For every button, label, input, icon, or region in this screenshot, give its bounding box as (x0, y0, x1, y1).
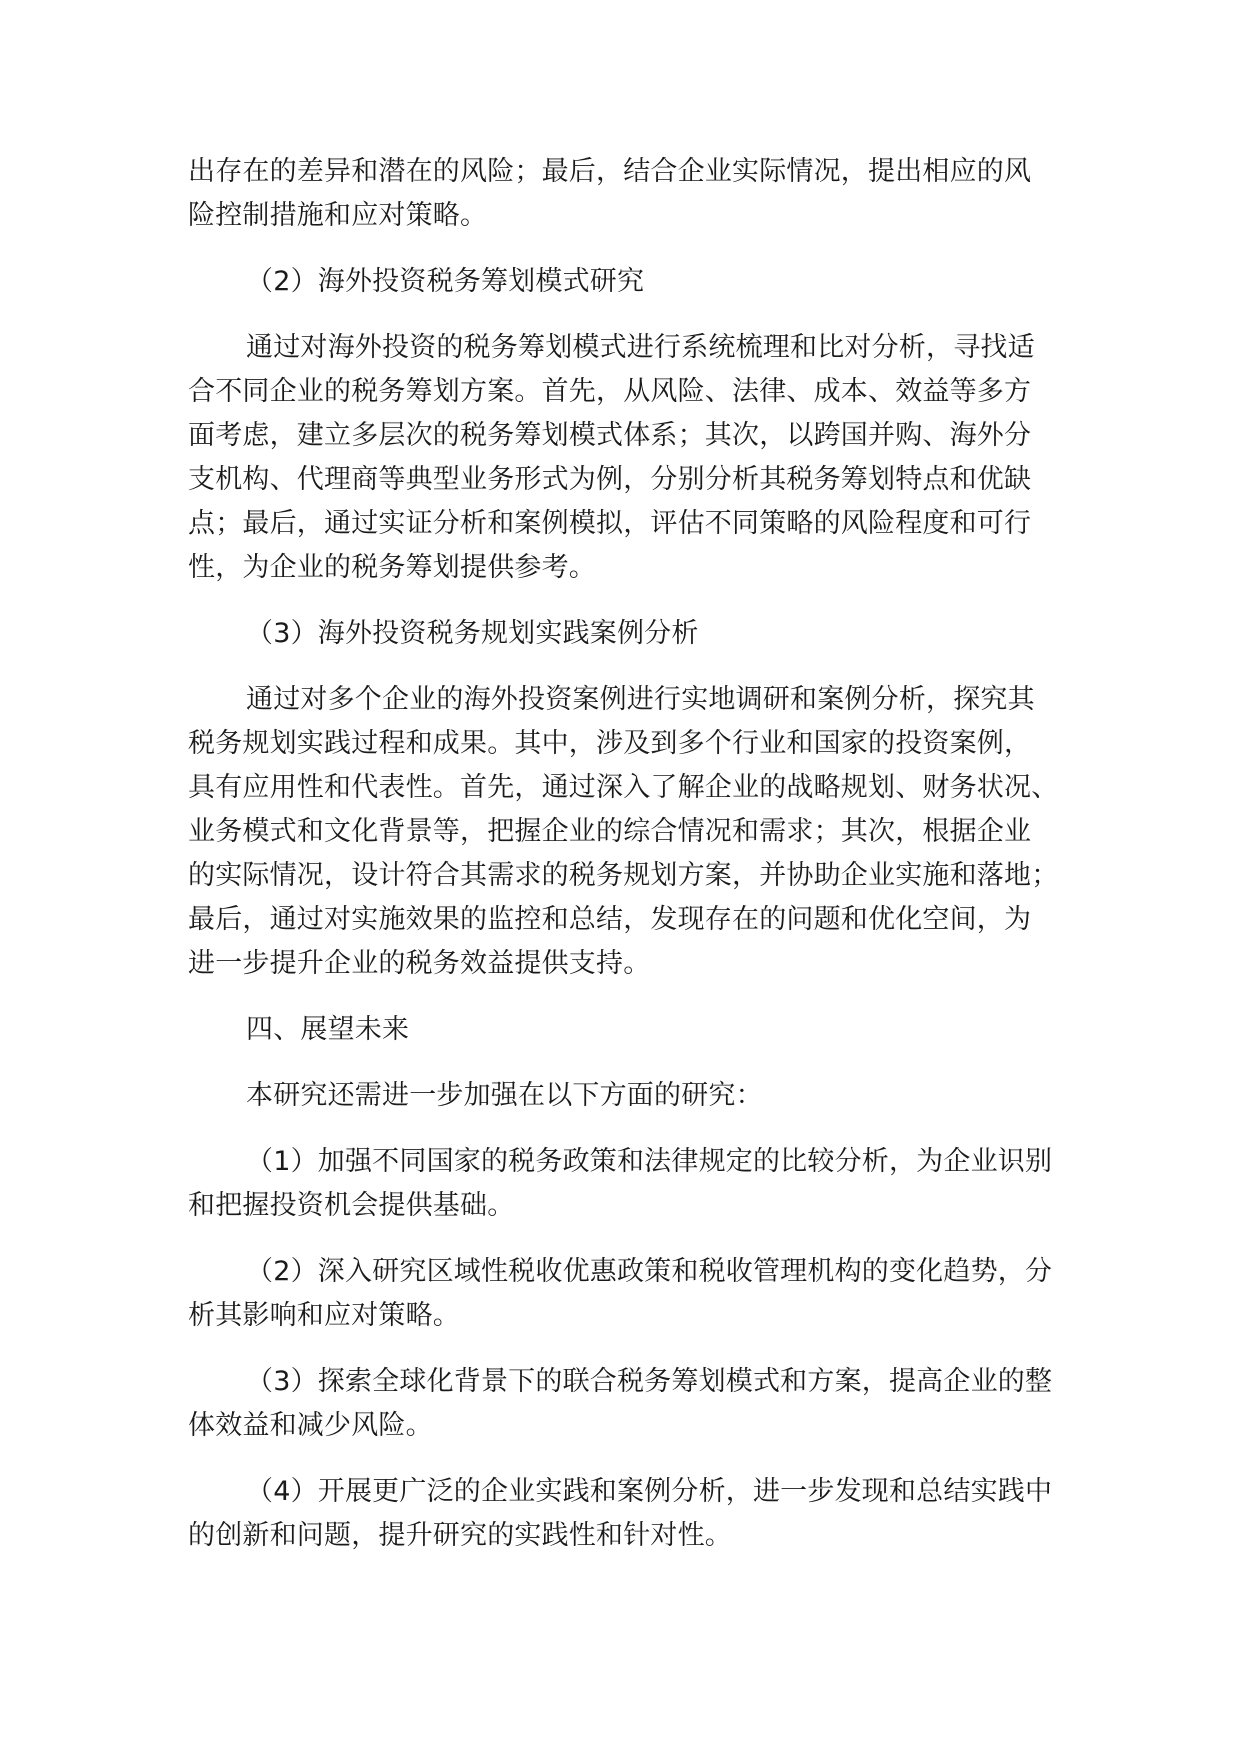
text-line: 通过对海外投资的税务筹划模式进行系统梳理和比对分析，寻找适 (246, 332, 1035, 363)
text-line: 和把握投资机会提供基础。 (188, 1190, 515, 1221)
text-line: 业务模式和文化背景等，把握企业的综合情况和需求；其次，根据企业 (188, 816, 1032, 847)
text-line: 面考虑，建立多层次的税务筹划模式体系；其次，以跨国并购、海外分 (188, 420, 1032, 451)
list-item (188, 1250, 1088, 1338)
paragraph (188, 678, 1088, 986)
text-line: （3）探索全球化背景下的联合税务筹划模式和方案，提高企业的整 (246, 1366, 1053, 1397)
section-heading (188, 612, 1088, 656)
text-line: 的创新和问题，提升研究的实践性和针对性。 (188, 1520, 732, 1551)
text-line: 析其影响和应对策略。 (188, 1300, 460, 1331)
text-line: 出存在的差异和潜在的风险；最后，结合企业实际情况，提出相应的风 (188, 156, 1032, 187)
paragraph-continuation (188, 150, 1088, 238)
text-line: 通过对多个企业的海外投资案例进行实地调研和案例分析，探究其 (246, 684, 1035, 715)
text-line: （2）深入研究区域性税收优惠政策和税收管理机构的变化趋势，分 (246, 1256, 1053, 1287)
list-item (188, 1140, 1088, 1228)
text-line: 税务规划实践过程和成果。其中，涉及到多个行业和国家的投资案例， (188, 728, 1032, 759)
text-line: 点；最后，通过实证分析和案例模拟，评估不同策略的风险程度和可行 (188, 508, 1032, 539)
text-line: 的实际情况，设计符合其需求的税务规划方案，并协助企业实施和落地； (188, 860, 1059, 891)
text-line: （1）加强不同国家的税务政策和法律规定的比较分析，为企业识别 (246, 1146, 1053, 1177)
paragraph (188, 326, 1088, 590)
text-line: 本研究还需进一步加强在以下方面的研究： (246, 1080, 763, 1111)
section-heading (188, 260, 1088, 304)
list-item (188, 1360, 1088, 1448)
text-line: 最后，通过对实施效果的监控和总结，发现存在的问题和优化空间，为 (188, 904, 1032, 935)
heading-text: （3）海外投资税务规划实践案例分析 (246, 618, 699, 649)
text-line: 体效益和减少风险。 (188, 1410, 433, 1441)
text-line: 合不同企业的税务筹划方案。首先，从风险、法律、成本、效益等多方 (188, 376, 1032, 407)
paragraph-intro (188, 1074, 1088, 1118)
list-item (188, 1470, 1088, 1558)
text-line: 具有应用性和代表性。首先，通过深入了解企业的战略规划、财务状况、 (188, 772, 1059, 803)
text-line: 进一步提升企业的税务效益提供支持。 (188, 948, 651, 979)
document-body (188, 150, 1088, 1558)
section-heading (188, 1008, 1088, 1052)
text-line: （4）开展更广泛的企业实践和案例分析，进一步发现和总结实践中 (246, 1476, 1053, 1507)
heading-text: 四、展望未来 (246, 1014, 410, 1045)
text-line: 性，为企业的税务筹划提供参考。 (188, 552, 596, 583)
heading-text: （2）海外投资税务筹划模式研究 (246, 266, 645, 297)
text-line: 险控制措施和应对策略。 (188, 200, 488, 231)
text-line: 支机构、代理商等典型业务形式为例，分别分析其税务筹划特点和优缺 (188, 464, 1032, 495)
